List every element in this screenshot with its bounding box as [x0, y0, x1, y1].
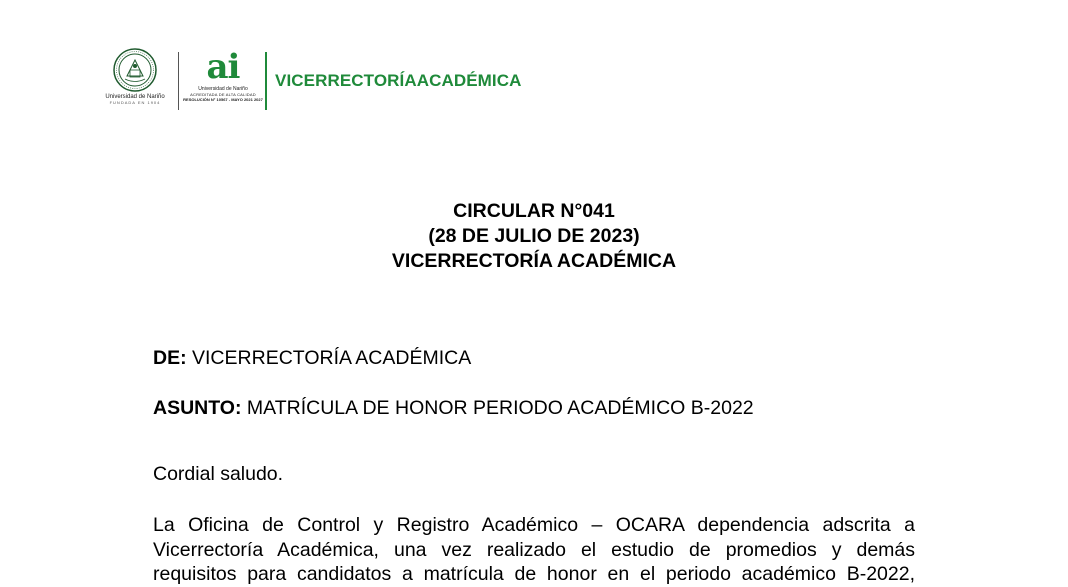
university-logo — [98, 48, 172, 114]
department-name: VICERRECTORÍAACADÉMICA — [275, 71, 522, 90]
from-line — [153, 347, 471, 370]
subject-label: ASUNTO: — [153, 397, 242, 419]
paragraph-line-3: requisitos para candidatos a matrícula de honor en el periodo académico B-2022, — [153, 563, 915, 585]
ai-subtitle-accreditation: ACREDITADA DE ALTA CALIDAD — [190, 92, 256, 97]
circular-number: CIRCULAR N°041 — [453, 200, 615, 222]
paragraph-line-2: Vicerrectoría Académica, una vez realizado el estudio de promedios y demás — [153, 538, 915, 561]
ai-logo-text: ai — [206, 47, 240, 87]
circular-title — [0, 199, 1068, 274]
university-founded: FUNDADA EN 1904 — [109, 100, 161, 105]
body-paragraph — [153, 513, 915, 587]
university-seal-icon — [113, 48, 157, 92]
accreditation-logo — [185, 48, 261, 114]
letterhead — [98, 48, 542, 114]
ai-subtitle-resolution: RESOLUCIÓN N° 10567 - MAYO 2021 2027 — [183, 97, 263, 102]
circular-date: (28 DE JULIO DE 2023) — [428, 225, 640, 247]
greeting: Cordial saludo. — [153, 463, 284, 485]
paragraph-line-1: La Oficina de Control y Registro Académico – OCARA dependencia adscrita a — [153, 514, 915, 536]
subject-value: MATRÍCULA DE HONOR PERIODO ACADÉMICO B-2022 — [241, 397, 754, 419]
from-value: VICERRECTORÍA ACADÉMICA — [186, 347, 472, 369]
university-name: Universidad de Nariño — [105, 94, 165, 100]
circular-issuer: VICERRECTORÍA ACADÉMICA — [391, 250, 677, 272]
subject-line — [153, 397, 754, 420]
from-label: DE: — [153, 347, 187, 369]
ai-subtitle-university: Universidad de Nariño — [198, 86, 248, 92]
header-divider-green — [265, 52, 267, 110]
header-divider — [178, 52, 179, 110]
